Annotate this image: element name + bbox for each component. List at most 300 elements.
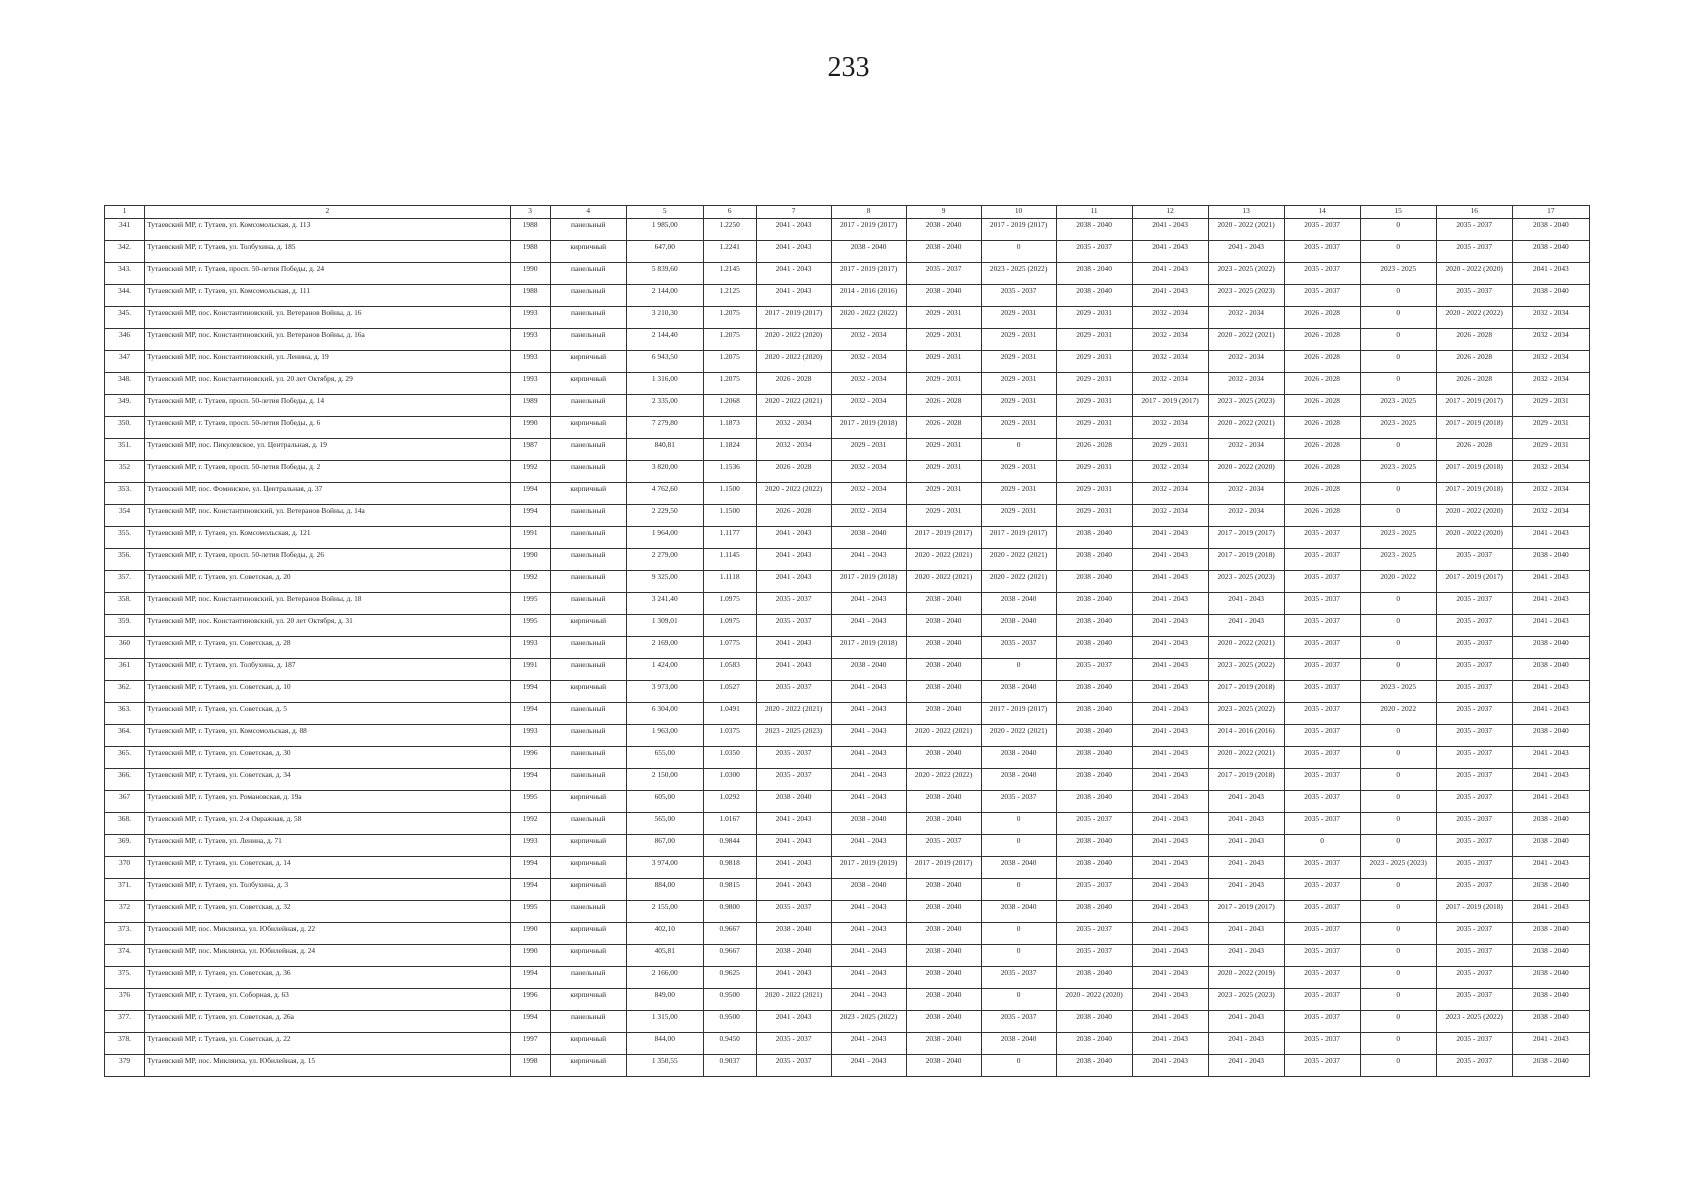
table-cell: 2041 - 2043 xyxy=(1132,923,1208,945)
table-cell: 2035 - 2037 xyxy=(1284,791,1360,813)
table-cell: 2035 - 2037 xyxy=(1284,747,1360,769)
table-cell: 1994 xyxy=(510,681,550,703)
table-cell: 1993 xyxy=(510,351,550,373)
table-cell: 1.1118 xyxy=(703,571,756,593)
table-cell: 0 xyxy=(1360,725,1436,747)
table-cell: 2017 - 2019 (2018) xyxy=(1208,681,1284,703)
table-cell: 2017 - 2019 (2018) xyxy=(1436,483,1512,505)
table-cell: 2041 - 2043 xyxy=(831,835,906,857)
table-cell: 2041 - 2043 xyxy=(1512,857,1589,879)
table-cell: 2038 - 2040 xyxy=(1512,285,1589,307)
table-cell: 2029 - 2031 xyxy=(1512,417,1589,439)
table-cell: 1995 xyxy=(510,901,550,923)
table-cell: 2035 - 2037 xyxy=(1436,219,1512,241)
table-cell: 2035 - 2037 xyxy=(981,967,1056,989)
table-cell: 2038 - 2040 xyxy=(1056,285,1132,307)
table-cell: 1 309,01 xyxy=(626,615,703,637)
table-cell: 3 210,30 xyxy=(626,307,703,329)
table-cell: 2026 - 2028 xyxy=(1436,373,1512,395)
table-cell: 6 943,50 xyxy=(626,351,703,373)
address-cell: Тутаевский МР, г. Тутаев, ул. Советская, д. 10 xyxy=(145,681,510,703)
table-cell: кирпичный xyxy=(550,857,626,879)
table-cell: 0 xyxy=(981,813,1056,835)
table-cell: 2038 - 2040 xyxy=(1056,1055,1132,1077)
address-cell: Тутаевский МР, г. Тутаев, просп. 50-летия Победы, д. 24 xyxy=(145,263,510,285)
table-cell: 2041 - 2043 xyxy=(1512,1033,1589,1055)
table-cell: 0.9450 xyxy=(703,1033,756,1055)
table-cell: 2035 - 2037 xyxy=(756,1033,831,1055)
table-cell: 2038 - 2040 xyxy=(906,989,981,1011)
table-cell: 1990 xyxy=(510,945,550,967)
table-cell: 0.9818 xyxy=(703,857,756,879)
table-cell: кирпичный xyxy=(550,417,626,439)
table-cell: 2023 - 2025 (2023) xyxy=(1360,857,1436,879)
table-cell: 0.9625 xyxy=(703,967,756,989)
table-cell: 2038 - 2040 xyxy=(1056,769,1132,791)
table-cell: 1993 xyxy=(510,637,550,659)
table-cell: 2029 - 2031 xyxy=(981,461,1056,483)
table-cell: 2038 - 2040 xyxy=(981,615,1056,637)
table-cell: 2038 - 2040 xyxy=(981,593,1056,615)
table-cell: 2035 - 2037 xyxy=(1436,945,1512,967)
table-cell: 1994 xyxy=(510,1011,550,1033)
table-cell: 1.0583 xyxy=(703,659,756,681)
address-cell: Тутаевский МР, г. Тутаев, ул. Романовская, д. 19а xyxy=(145,791,510,813)
table-cell: 2020 - 2022 (2020) xyxy=(756,329,831,351)
table-cell: 2023 - 2025 (2022) xyxy=(1208,703,1284,725)
table-cell: 2041 - 2043 xyxy=(756,1011,831,1033)
table-cell: кирпичный xyxy=(550,615,626,637)
address-cell: Тутаевский МР, пос. Константиновский, ул. Ветеранов Войны, д. 16 xyxy=(145,307,510,329)
table-cell: 5 839,60 xyxy=(626,263,703,285)
table-cell: 2035 - 2037 xyxy=(1436,637,1512,659)
table-cell: 0 xyxy=(981,659,1056,681)
table-cell: панельный xyxy=(550,747,626,769)
table-cell: 2038 - 2040 xyxy=(1512,549,1589,571)
table-row xyxy=(105,615,1590,637)
table-cell: 2029 - 2031 xyxy=(1056,329,1132,351)
row-number-cell: 344. xyxy=(105,285,145,307)
table-cell: 2038 - 2040 xyxy=(906,219,981,241)
table-cell: 2020 - 2022 xyxy=(1360,703,1436,725)
table-cell: кирпичный xyxy=(550,945,626,967)
table-cell: 0 xyxy=(1360,593,1436,615)
table-cell: 0 xyxy=(1360,483,1436,505)
table-cell: 2029 - 2031 xyxy=(1056,373,1132,395)
table-cell: 1.0975 xyxy=(703,593,756,615)
table-cell: 2041 - 2043 xyxy=(1132,945,1208,967)
table-row xyxy=(105,219,1590,241)
table-cell: 2041 - 2043 xyxy=(1132,1033,1208,1055)
table-cell: 1990 xyxy=(510,923,550,945)
table-cell: 2035 - 2037 xyxy=(981,285,1056,307)
table-cell: 2026 - 2028 xyxy=(1284,417,1360,439)
table-cell: 1.0167 xyxy=(703,813,756,835)
table-cell: 2023 - 2025 (2022) xyxy=(1208,659,1284,681)
table-cell: 2038 - 2040 xyxy=(906,637,981,659)
table-cell: 2041 - 2043 xyxy=(756,967,831,989)
table-cell: 840,81 xyxy=(626,439,703,461)
table-cell: 2026 - 2028 xyxy=(1284,351,1360,373)
table-cell: 2041 - 2043 xyxy=(1208,593,1284,615)
table-cell: 2029 - 2031 xyxy=(1056,461,1132,483)
table-row xyxy=(105,857,1590,879)
table-cell: 2038 - 2040 xyxy=(906,615,981,637)
table-cell: 2035 - 2037 xyxy=(1436,725,1512,747)
table-cell: 2023 - 2025 (2023) xyxy=(1208,989,1284,1011)
row-number-cell: 364. xyxy=(105,725,145,747)
table-row xyxy=(105,571,1590,593)
table-cell: панельный xyxy=(550,439,626,461)
table-cell: 402,10 xyxy=(626,923,703,945)
table-cell: 1.2075 xyxy=(703,307,756,329)
table-cell: 0 xyxy=(981,923,1056,945)
table-cell: 2041 - 2043 xyxy=(756,813,831,835)
table-cell: 2038 - 2040 xyxy=(1056,527,1132,549)
table-cell: 1992 xyxy=(510,571,550,593)
table-cell: 2038 - 2040 xyxy=(906,747,981,769)
table-cell: 2041 - 2043 xyxy=(756,637,831,659)
table-cell: 2038 - 2040 xyxy=(831,659,906,681)
table-cell: 2023 - 2025 xyxy=(1360,395,1436,417)
table-cell: 3 241,40 xyxy=(626,593,703,615)
header-cell: 3 xyxy=(510,206,550,219)
table-cell: 2017 - 2019 (2017) xyxy=(981,219,1056,241)
table-cell: 2035 - 2037 xyxy=(1284,923,1360,945)
table-cell: 2035 - 2037 xyxy=(1284,901,1360,923)
table-cell: 2032 - 2034 xyxy=(1512,461,1589,483)
row-number-cell: 366. xyxy=(105,769,145,791)
table-cell: 2038 - 2040 xyxy=(1056,549,1132,571)
table-cell: 2035 - 2037 xyxy=(1284,681,1360,703)
table-cell: 0 xyxy=(1360,219,1436,241)
table-cell: 2038 - 2040 xyxy=(1512,967,1589,989)
table-cell: 2032 - 2034 xyxy=(1132,505,1208,527)
table-cell: 565,00 xyxy=(626,813,703,835)
table-cell: 1990 xyxy=(510,263,550,285)
table-cell: 2035 - 2037 xyxy=(1436,659,1512,681)
table-cell: 2041 - 2043 xyxy=(1512,901,1589,923)
table-cell: 2041 - 2043 xyxy=(1512,769,1589,791)
table-cell: 2035 - 2037 xyxy=(1284,527,1360,549)
table-cell: 2041 - 2043 xyxy=(1132,1011,1208,1033)
table-cell: панельный xyxy=(550,461,626,483)
table-cell: 2041 - 2043 xyxy=(831,967,906,989)
table-cell: 2041 - 2043 xyxy=(756,285,831,307)
row-number-cell: 355. xyxy=(105,527,145,549)
table-cell: 1993 xyxy=(510,835,550,857)
table-cell: 1.1824 xyxy=(703,439,756,461)
table-cell: 0 xyxy=(1360,967,1436,989)
table-cell: 2035 - 2037 xyxy=(1436,549,1512,571)
table-cell: 2038 - 2040 xyxy=(906,1033,981,1055)
table-cell: 1.1500 xyxy=(703,483,756,505)
table-cell: 0 xyxy=(1360,351,1436,373)
table-cell: 2029 - 2031 xyxy=(1512,439,1589,461)
table-cell: 1995 xyxy=(510,593,550,615)
table-cell: панельный xyxy=(550,329,626,351)
table-cell: 2041 - 2043 xyxy=(1132,263,1208,285)
table-row xyxy=(105,307,1590,329)
table-cell: 1.0491 xyxy=(703,703,756,725)
table-cell: 1988 xyxy=(510,219,550,241)
table-cell: 2035 - 2037 xyxy=(1284,945,1360,967)
table-cell: 2035 - 2037 xyxy=(756,747,831,769)
table-cell: панельный xyxy=(550,703,626,725)
table-cell: 1.0292 xyxy=(703,791,756,813)
table-row xyxy=(105,527,1590,549)
table-cell: 6 304,00 xyxy=(626,703,703,725)
table-cell: 2041 - 2043 xyxy=(1512,263,1589,285)
table-cell: 2035 - 2037 xyxy=(906,835,981,857)
table-cell: 2023 - 2025 xyxy=(1360,417,1436,439)
table-cell: 2038 - 2040 xyxy=(906,1011,981,1033)
address-cell: Тутаевский МР, г. Тутаев, ул. Советская, д. 32 xyxy=(145,901,510,923)
table-cell: 2032 - 2034 xyxy=(1208,483,1284,505)
table-row xyxy=(105,461,1590,483)
table-cell: 2035 - 2037 xyxy=(1436,791,1512,813)
table-cell: 2032 - 2034 xyxy=(1132,351,1208,373)
table-cell: 0 xyxy=(1360,329,1436,351)
table-cell: 2041 - 2043 xyxy=(756,549,831,571)
table-cell: 2038 - 2040 xyxy=(1056,747,1132,769)
table-row xyxy=(105,725,1590,747)
row-number-cell: 379 xyxy=(105,1055,145,1077)
table-cell: 2029 - 2031 xyxy=(981,483,1056,505)
table-cell: 2014 - 2016 (2016) xyxy=(831,285,906,307)
table-cell: 2017 - 2019 (2018) xyxy=(1208,549,1284,571)
table-cell: 2038 - 2040 xyxy=(1056,967,1132,989)
table-cell: 2035 - 2037 xyxy=(1436,241,1512,263)
table-cell: 2029 - 2031 xyxy=(1056,307,1132,329)
row-number-cell: 352 xyxy=(105,461,145,483)
table-cell: 1993 xyxy=(510,307,550,329)
table-cell: 0.9667 xyxy=(703,923,756,945)
table-cell: 2035 - 2037 xyxy=(1436,615,1512,637)
table-cell: 2038 - 2040 xyxy=(1056,681,1132,703)
table-cell: 2038 - 2040 xyxy=(906,901,981,923)
table-cell: 2017 - 2019 (2019) xyxy=(831,857,906,879)
table-cell: 3 820,00 xyxy=(626,461,703,483)
table-cell: 2041 - 2043 xyxy=(831,703,906,725)
table-cell: 2032 - 2034 xyxy=(831,351,906,373)
table-cell: 2032 - 2034 xyxy=(1512,505,1589,527)
table-cell: 2038 - 2040 xyxy=(1512,1011,1589,1033)
table-cell: 2017 - 2019 (2018) xyxy=(1436,901,1512,923)
table-cell: 2020 - 2022 (2022) xyxy=(1436,307,1512,329)
table-cell: 2038 - 2040 xyxy=(1512,241,1589,263)
table-cell: 2 150,00 xyxy=(626,769,703,791)
table-cell: 2038 - 2040 xyxy=(906,703,981,725)
table-cell: 2038 - 2040 xyxy=(906,923,981,945)
table-cell: 2017 - 2019 (2017) xyxy=(981,703,1056,725)
table-cell: 2041 - 2043 xyxy=(1132,681,1208,703)
table-cell: 2035 - 2037 xyxy=(1284,571,1360,593)
table-cell: 2038 - 2040 xyxy=(1056,593,1132,615)
table-cell: 1.1500 xyxy=(703,505,756,527)
table-row xyxy=(105,989,1590,1011)
table-cell: 1994 xyxy=(510,879,550,901)
header-cell: 7 xyxy=(756,206,831,219)
table-cell: 0 xyxy=(981,835,1056,857)
table-row xyxy=(105,879,1590,901)
row-number-cell: 375. xyxy=(105,967,145,989)
table-cell: 1.0975 xyxy=(703,615,756,637)
address-cell: Тутаевский МР, г. Тутаев, ул. Советская, д. 20 xyxy=(145,571,510,593)
table-cell: 2026 - 2028 xyxy=(1284,505,1360,527)
table-cell: 2017 - 2019 (2017) xyxy=(906,857,981,879)
table-cell: 1993 xyxy=(510,373,550,395)
table-cell: 2026 - 2028 xyxy=(1284,373,1360,395)
row-number-cell: 360 xyxy=(105,637,145,659)
table-cell: кирпичный xyxy=(550,1055,626,1077)
table-cell: 2032 - 2034 xyxy=(1132,461,1208,483)
table-cell: 2020 - 2022 (2021) xyxy=(1208,329,1284,351)
table-cell: 2041 - 2043 xyxy=(831,1055,906,1077)
table-cell: 0 xyxy=(981,439,1056,461)
table-cell: 2038 - 2040 xyxy=(1056,703,1132,725)
table-cell: 2029 - 2031 xyxy=(906,329,981,351)
table-cell: 1996 xyxy=(510,747,550,769)
header-cell: 5 xyxy=(626,206,703,219)
table-cell: 2035 - 2037 xyxy=(981,637,1056,659)
table-cell: 0 xyxy=(981,879,1056,901)
table-cell: 2 166,00 xyxy=(626,967,703,989)
table-cell: 0.9800 xyxy=(703,901,756,923)
table-cell: 2032 - 2034 xyxy=(1512,351,1589,373)
table-cell: 2026 - 2028 xyxy=(1284,307,1360,329)
address-cell: Тутаевский МР, г. Тутаев, ул. Комсомольская, д. 121 xyxy=(145,527,510,549)
table-cell: 2026 - 2028 xyxy=(756,373,831,395)
table-cell: 2023 - 2025 xyxy=(1360,527,1436,549)
table-cell: 0 xyxy=(1360,945,1436,967)
table-cell: 2041 - 2043 xyxy=(1132,241,1208,263)
table-cell: кирпичный xyxy=(550,989,626,1011)
table-cell: 2041 - 2043 xyxy=(1132,659,1208,681)
table-cell: 2020 - 2022 (2021) xyxy=(756,989,831,1011)
address-cell: Тутаевский МР, г. Тутаев, ул. Советская, д. 14 xyxy=(145,857,510,879)
table-row xyxy=(105,901,1590,923)
table-cell: 2032 - 2034 xyxy=(831,483,906,505)
table-cell: 2041 - 2043 xyxy=(1208,1033,1284,1055)
table-cell: 2020 - 2022 (2022) xyxy=(831,307,906,329)
table-cell: 2023 - 2025 (2022) xyxy=(1436,1011,1512,1033)
table-cell: 2041 - 2043 xyxy=(831,747,906,769)
table-row xyxy=(105,747,1590,769)
row-number-cell: 361 xyxy=(105,659,145,681)
table-cell: 2035 - 2037 xyxy=(1436,681,1512,703)
table-cell: 2041 - 2043 xyxy=(831,989,906,1011)
row-number-cell: 343. xyxy=(105,263,145,285)
table-cell: 2032 - 2034 xyxy=(1208,505,1284,527)
table-cell: 2041 - 2043 xyxy=(1208,791,1284,813)
table-cell: 2035 - 2037 xyxy=(756,681,831,703)
table-cell: 2038 - 2040 xyxy=(906,285,981,307)
table-cell: 2 155,00 xyxy=(626,901,703,923)
table-cell: 2038 - 2040 xyxy=(906,681,981,703)
table-cell: 2 335,00 xyxy=(626,395,703,417)
table-cell: 2038 - 2040 xyxy=(1056,901,1132,923)
table-cell: 2026 - 2028 xyxy=(756,505,831,527)
table-cell: 2035 - 2037 xyxy=(1284,1011,1360,1033)
table-row xyxy=(105,967,1590,989)
table-cell: 2035 - 2037 xyxy=(1284,285,1360,307)
table-row xyxy=(105,813,1590,835)
table-cell: 2026 - 2028 xyxy=(1436,329,1512,351)
row-number-cell: 370 xyxy=(105,857,145,879)
table-cell: 1.2075 xyxy=(703,329,756,351)
table-cell: 2029 - 2031 xyxy=(1056,395,1132,417)
row-number-cell: 377. xyxy=(105,1011,145,1033)
table-cell: 1 424,00 xyxy=(626,659,703,681)
table-cell: 2035 - 2037 xyxy=(1284,637,1360,659)
table-cell: 2017 - 2019 (2018) xyxy=(1436,461,1512,483)
table-cell: 2041 - 2043 xyxy=(1208,923,1284,945)
table-cell: 0 xyxy=(981,1055,1056,1077)
row-number-cell: 371. xyxy=(105,879,145,901)
table-cell: 1995 xyxy=(510,791,550,813)
table-cell: 2041 - 2043 xyxy=(1132,219,1208,241)
table-cell: 2032 - 2034 xyxy=(831,505,906,527)
table-cell: 2041 - 2043 xyxy=(1132,725,1208,747)
table-cell: 2035 - 2037 xyxy=(1436,835,1512,857)
address-cell: Тутаевский МР, г. Тутаев, ул. Толбухина, д. 187 xyxy=(145,659,510,681)
table-cell: 1993 xyxy=(510,725,550,747)
table-cell: 2041 - 2043 xyxy=(831,615,906,637)
table-cell: 2035 - 2037 xyxy=(906,263,981,285)
row-number-cell: 372 xyxy=(105,901,145,923)
table-cell: 2035 - 2037 xyxy=(1436,703,1512,725)
address-cell: Тутаевский МР, пос. Константиновский, ул. 20 лет Октября, д. 29 xyxy=(145,373,510,395)
table-cell: 2035 - 2037 xyxy=(756,769,831,791)
table-cell: 2032 - 2034 xyxy=(831,329,906,351)
table-cell: 2023 - 2025 xyxy=(1360,549,1436,571)
table-row xyxy=(105,285,1590,307)
table-cell: 2038 - 2040 xyxy=(1512,659,1589,681)
table-cell: 2035 - 2037 xyxy=(1284,593,1360,615)
table-cell: 2041 - 2043 xyxy=(831,945,906,967)
table-cell: 2041 - 2043 xyxy=(831,923,906,945)
table-cell: панельный xyxy=(550,901,626,923)
table-cell: 2035 - 2037 xyxy=(1284,549,1360,571)
table-cell: 0 xyxy=(1360,901,1436,923)
address-cell: Тутаевский МР, г. Тутаев, ул. Комсомольская, д. 113 xyxy=(145,219,510,241)
table-cell: 2020 - 2022 (2021) xyxy=(906,549,981,571)
table-cell: 2 144,40 xyxy=(626,329,703,351)
table-cell: 2035 - 2037 xyxy=(1284,1055,1360,1077)
table-cell: 1994 xyxy=(510,857,550,879)
table-cell: 2017 - 2019 (2017) xyxy=(831,219,906,241)
table-cell: 0 xyxy=(1360,1033,1436,1055)
table-cell: 3 974,00 xyxy=(626,857,703,879)
table-cell: 2017 - 2019 (2017) xyxy=(1436,571,1512,593)
table-cell: 2023 - 2025 (2023) xyxy=(1208,285,1284,307)
table-cell: 2041 - 2043 xyxy=(1512,791,1589,813)
table-cell: 2 229,50 xyxy=(626,505,703,527)
table-cell: 2026 - 2028 xyxy=(1284,461,1360,483)
table-row xyxy=(105,1011,1590,1033)
table-cell: 2026 - 2028 xyxy=(1284,483,1360,505)
table-row xyxy=(105,549,1590,571)
table-cell: 2041 - 2043 xyxy=(831,549,906,571)
table-cell: 2035 - 2037 xyxy=(1284,813,1360,835)
table-cell: 1998 xyxy=(510,1055,550,1077)
table-cell: панельный xyxy=(550,527,626,549)
table-cell: панельный xyxy=(550,725,626,747)
table-cell: 1.0527 xyxy=(703,681,756,703)
table-cell: 2041 - 2043 xyxy=(1132,769,1208,791)
row-number-cell: 374. xyxy=(105,945,145,967)
